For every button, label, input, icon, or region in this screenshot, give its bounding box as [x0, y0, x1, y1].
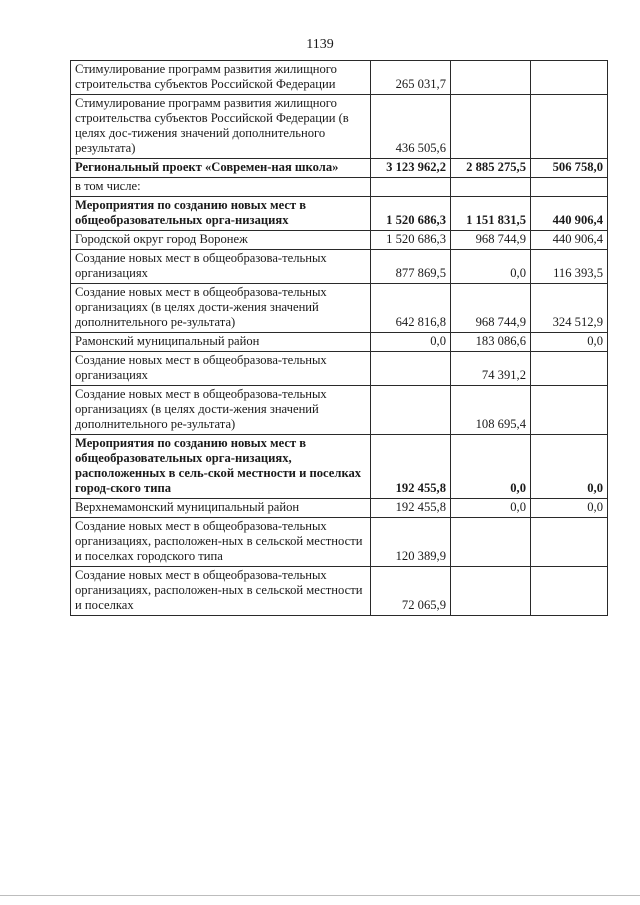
value-2025 [531, 386, 608, 435]
value-2024: 0,0 [451, 435, 531, 499]
table-row [71, 284, 608, 333]
table-row [71, 567, 608, 616]
row-label: Стимулирование программ развития жилищного строительства субъектов Российской Федерации [71, 61, 371, 95]
value-2023: 1 520 686,3 [371, 231, 451, 250]
value-2025 [531, 178, 608, 197]
value-2025: 0,0 [531, 499, 608, 518]
value-2023: 642 816,8 [371, 284, 451, 333]
table-row [71, 61, 608, 95]
value-2024: 2 885 275,5 [451, 159, 531, 178]
row-label: Верхнемамонский муниципальный район [71, 499, 371, 518]
value-2025: 0,0 [531, 333, 608, 352]
table-row [71, 499, 608, 518]
table-row [71, 333, 608, 352]
table-row [71, 250, 608, 284]
row-label: Мероприятия по созданию новых мест в общеобразовательных орга-низациях [71, 197, 371, 231]
table-row [71, 197, 608, 231]
budget-table-body [71, 61, 608, 616]
value-2025 [531, 567, 608, 616]
row-label: в том числе: [71, 178, 371, 197]
value-2024 [451, 95, 531, 159]
value-2023: 1 520 686,3 [371, 197, 451, 231]
row-label: Создание новых мест в общеобразова-тельных организациях, расположен-ных в сельской местности и поселках городского типа [71, 518, 371, 567]
value-2025: 116 393,5 [531, 250, 608, 284]
value-2025: 0,0 [531, 435, 608, 499]
table-row [71, 352, 608, 386]
value-2024: 0,0 [451, 499, 531, 518]
value-2025 [531, 518, 608, 567]
value-2025 [531, 61, 608, 95]
value-2024: 0,0 [451, 250, 531, 284]
value-2023: 120 389,9 [371, 518, 451, 567]
row-label: Региональный проект «Современ-ная школа» [71, 159, 371, 178]
value-2023: 192 455,8 [371, 499, 451, 518]
budget-table [70, 60, 608, 616]
row-label: Создание новых мест в общеобразова-тельных организациях (в целях дости-жения значений дополнительного ре-зультата) [71, 386, 371, 435]
value-2024: 968 744,9 [451, 284, 531, 333]
value-2023: 877 869,5 [371, 250, 451, 284]
table-row [71, 159, 608, 178]
value-2025: 324 512,9 [531, 284, 608, 333]
value-2023 [371, 178, 451, 197]
value-2023 [371, 352, 451, 386]
value-2023 [371, 386, 451, 435]
row-label: Создание новых мест в общеобразова-тельных организациях [71, 250, 371, 284]
value-2023: 3 123 962,2 [371, 159, 451, 178]
value-2023: 0,0 [371, 333, 451, 352]
value-2023: 265 031,7 [371, 61, 451, 95]
value-2024: 183 086,6 [451, 333, 531, 352]
value-2024: 74 391,2 [451, 352, 531, 386]
table-row [71, 386, 608, 435]
row-label: Создание новых мест в общеобразова-тельных организациях (в целях дости-жения значений дополнительного ре-зультата) [71, 284, 371, 333]
value-2024 [451, 61, 531, 95]
page-number: 1139 [306, 37, 334, 52]
table-row [71, 518, 608, 567]
value-2023: 436 505,6 [371, 95, 451, 159]
value-2024: 108 695,4 [451, 386, 531, 435]
row-label: Стимулирование программ развития жилищного строительства субъектов Российской Федерации (в целях дос-тижения значений дополнительного результата) [71, 95, 371, 159]
value-2025 [531, 95, 608, 159]
row-label: Городской округ город Воронеж [71, 231, 371, 250]
row-label: Создание новых мест в общеобразова-тельных организациях [71, 352, 371, 386]
row-label: Рамонский муниципальный район [71, 333, 371, 352]
value-2023: 192 455,8 [371, 435, 451, 499]
table-row [71, 95, 608, 159]
bottom-divider [0, 895, 640, 896]
value-2025: 440 906,4 [531, 231, 608, 250]
value-2025 [531, 352, 608, 386]
value-2024 [451, 567, 531, 616]
value-2024 [451, 178, 531, 197]
value-2025: 440 906,4 [531, 197, 608, 231]
table-row [71, 231, 608, 250]
table-row [71, 178, 608, 197]
value-2025: 506 758,0 [531, 159, 608, 178]
row-label: Создание новых мест в общеобразова-тельных организациях, расположен-ных в сельской местности и поселках [71, 567, 371, 616]
value-2024 [451, 518, 531, 567]
value-2024: 1 151 831,5 [451, 197, 531, 231]
value-2023: 72 065,9 [371, 567, 451, 616]
value-2024: 968 744,9 [451, 231, 531, 250]
row-label: Мероприятия по созданию новых мест в общеобразовательных орга-низациях, расположенных в сель-ской местности и поселках город-ского типа [71, 435, 371, 499]
table-row [71, 435, 608, 499]
